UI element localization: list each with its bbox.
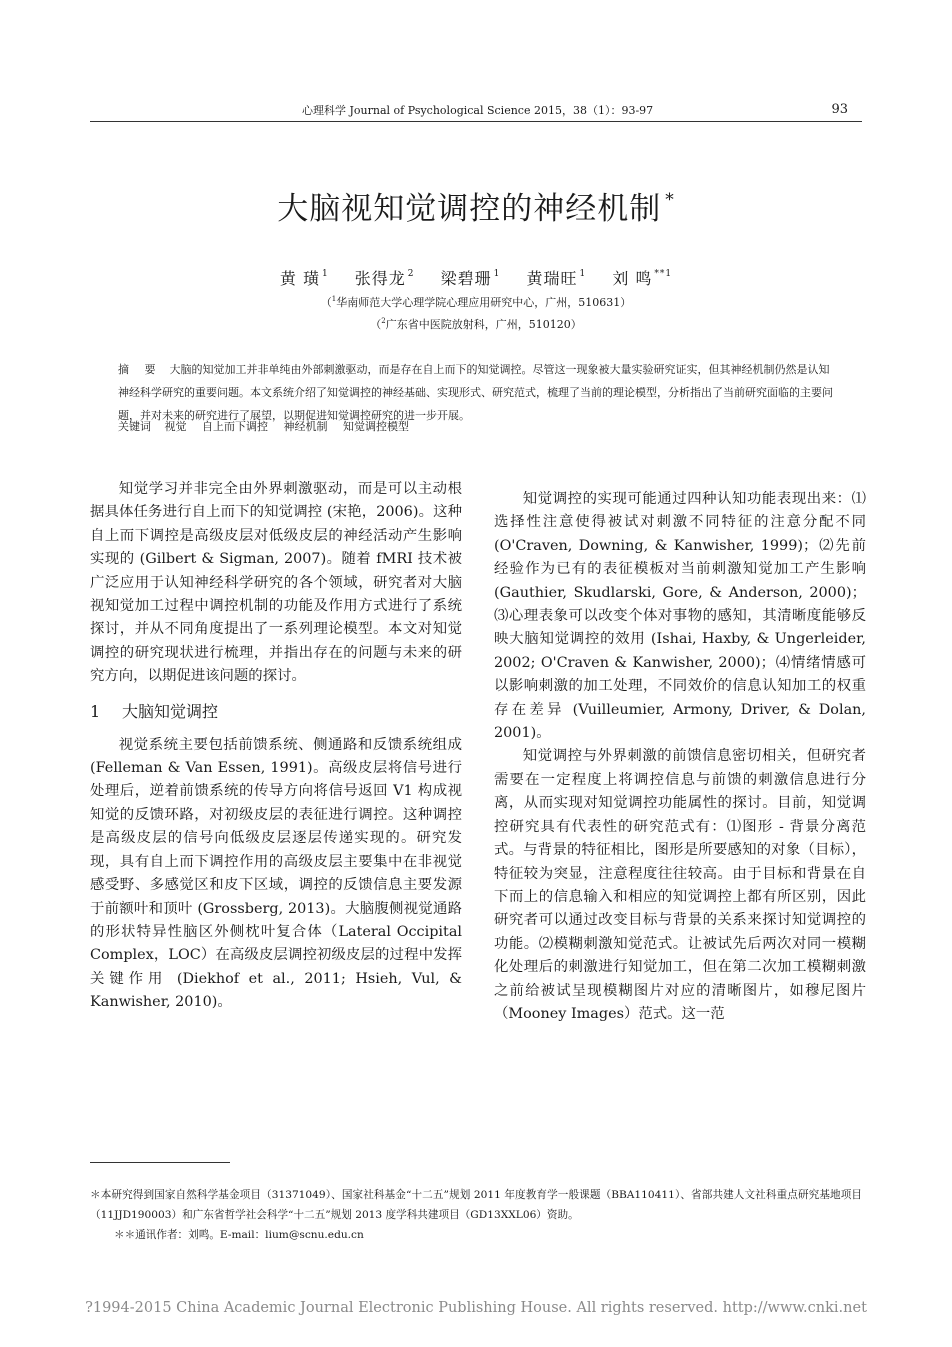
keyword: 神经机制 — [283, 420, 328, 433]
body-paragraph: 知觉调控与外界刺激的前馈信息密切相关，但研究者需要在一定程度上将调控信息与前馈的刺激信息进行分离，从而实现对知觉调控功能属性的探讨。目前，知觉调控研究具有代表性的研究范式有：⑴图形 - 背景分离范式。与背景的特征相比，图形是所要感知的对象（目标），特征较为突显，注意程度往往较高。由于目标和背景在自下而上的信息输入和相应的知觉调控上都有所区别，因此研究者可以通过改变目标与背景的关系来探讨知觉调控的功能。⑵模糊刺激知觉范式。让被试先后两次对同一模糊化处理后的刺激进行知觉加工，但在第二次加工模糊刺激之前给被试呈现模糊图片对应的清晰图片，如穆尼图片（Mooney Images）范式。这一范 — [494, 748, 866, 1022]
author-name: 黄瑞旺 — [526, 269, 578, 288]
abstract-label: 摘 要 — [118, 363, 162, 376]
author-affiliation-mark: 1 — [493, 269, 501, 279]
running-header — [90, 103, 862, 122]
author-name: 梁碧珊 — [440, 269, 492, 288]
keyword: 自上而下调控 — [202, 420, 268, 433]
section-heading — [90, 700, 462, 723]
affiliation-text: 华南师范大学心理学院心理应用研究中心，广州，510631 — [336, 296, 621, 309]
article-title — [0, 180, 952, 229]
author-affiliation-mark: 1 — [321, 269, 329, 279]
affiliation-1: （$^1$华南师范大学心理学院心理应用研究中心，广州，510631） — [320, 295, 632, 309]
author-affiliation-mark: 1 — [579, 269, 587, 279]
author-name: 刘 鸣 — [612, 269, 653, 288]
section-number: 1 — [90, 701, 101, 721]
affiliation-2: （$^2$广东省中医院放射科，广州，510120） — [370, 317, 582, 331]
author-affiliation-mark: 2 — [407, 269, 415, 279]
author-list — [0, 264, 952, 289]
footnotes — [90, 1185, 862, 1245]
author — [612, 269, 672, 288]
author-name: 张得龙 — [354, 269, 406, 288]
author-affiliation-mark: **1 — [654, 269, 673, 279]
keyword: 视觉 — [164, 420, 187, 433]
keywords-label: 关键词 — [118, 420, 151, 433]
abstract — [118, 358, 838, 427]
affiliation-mark: 1 — [331, 295, 337, 303]
author — [280, 269, 329, 288]
keywords — [118, 420, 838, 434]
author-name: 黄 璜 — [279, 269, 320, 288]
author — [441, 269, 501, 288]
affiliation-text: 广东省中医院放射科，广州，510120 — [385, 318, 571, 331]
page-number: 93 — [831, 102, 848, 117]
journal-citation: 心理科学 Journal of Psychological Science 2015，38（1）：93-97 — [302, 104, 654, 117]
copyright-notice: ?1994-2015 China Academic Journal Electronic Publishing House. All rights reserved. http://www.cnki.net — [85, 1300, 867, 1316]
affiliation-mark: 2 — [381, 317, 386, 325]
keyword: 知觉调控模型 — [343, 420, 409, 433]
body-paragraph: 知觉调控的实现可能通过四种认知功能表现出来：⑴选择性注意使得被试对刺激不同特征的注意分配不同 (O'Craven, Downing, & Kanwisher, 1999)；⑵先前经验作为已有的表征模板对当前刺激知觉加工产生影响 (Gauthier, Skudlarski, Gore, & Anderson, 2000)；⑶心理表象可以改变个体对事物的感知，其清晰度能够反映大脑知觉调控的效用 (Ishai, Haxby, & Ungerleider, 2002; O'Craven & Kanwisher, 2000)；⑷情绪情感可以影响刺激的加工处理，不同效价的信息认知加工的权重存在差异 (Vuilleumier, Armony, Driver, & Dolan, 2001)。 — [494, 491, 866, 742]
article-title-text: 大脑视知觉调控的神经机制 — [277, 191, 662, 227]
funding-footnote: ＊本研究得到国家自然科学基金项目（31371049）、国家社科基金“十二五”规划 2011 年度教育学一般课题（BBA110411）、省部共建人文社科重点研究基地项目（11JJD190003）和广东省哲学社会科学“十二五”规划 2013 度学科共建项目（GD13XXL06）资助。 — [90, 1189, 862, 1221]
body-paragraph: 视觉系统主要包括前馈系统、侧通路和反馈系统组成 (Felleman & Van Essen, 1991)。高级皮层将信号进行处理后，逆着前馈系统的传导方向将信号返回 V1 构成视知觉的反馈环路，对初级皮层的表征进行调控。这种调控是高级皮层的信号向低级皮层逐层传递实现的。研究发现，具有自上而下调控作用的高级皮层主要集中在非视觉感受野、多感觉区和皮下区域，调控的反馈信息主要发源于前额叶和顶叶 (Grossberg, 2013)。大脑腹侧视觉通路的形状特异性脑区外侧枕叶复合体（Lateral Occipital Complex，LOC）在高级皮层调控初级皮层的过程中发挥关键作用 (Diekhof et al., 2011; Hsieh, Vul, & Kanwisher, 2010)。 — [90, 736, 462, 1011]
footnote-divider — [90, 1162, 230, 1163]
section-title: 大脑知觉调控 — [122, 701, 219, 721]
correspondence-footnote: ＊＊通讯作者：刘鸣。E-mail：lium@scnu.edu.cn — [114, 1229, 364, 1241]
left-column — [90, 478, 462, 1015]
right-column — [494, 488, 866, 1026]
abstract-text: 大脑的知觉加工并非单纯由外部刺激驱动，而是存在自上而下的知觉调控。尽管这一现象被大量实验研究证实，但其神经机制仍然是认知神经科学研究的重要问题。本文系统介绍了知觉调控的神经基础、实现形式、研究范式，梳理了当前的理论模型，分析指出了当前研究面临的主要问题，并对未来的研究进行了展望，以期促进知觉调控研究的进一步开展。 — [118, 363, 833, 422]
author — [355, 269, 415, 288]
body-paragraph: 知觉学习并非完全由外界刺激驱动，而是可以主动根据具体任务进行自上而下的知觉调控 (宋艳，2006)。这种自上而下调控是高级皮层对低级皮层的神经活动产生影响实现的 (Gilbert & Sigman, 2007)。随着 fMRI 技术被广泛应用于认知神经科学研究的各个领域，研究者对大脑视知觉加工过程中调控机制的功能及作用方式进行了系统探讨，并从不同角度提出了一系列理论模型。本文对知觉调控的研究现状进行梳理，并指出存在的问题与未来的研究方向，以期促进该问题的探讨。 — [90, 481, 462, 685]
title-footnote-mark: * — [665, 190, 675, 210]
author — [526, 269, 586, 288]
